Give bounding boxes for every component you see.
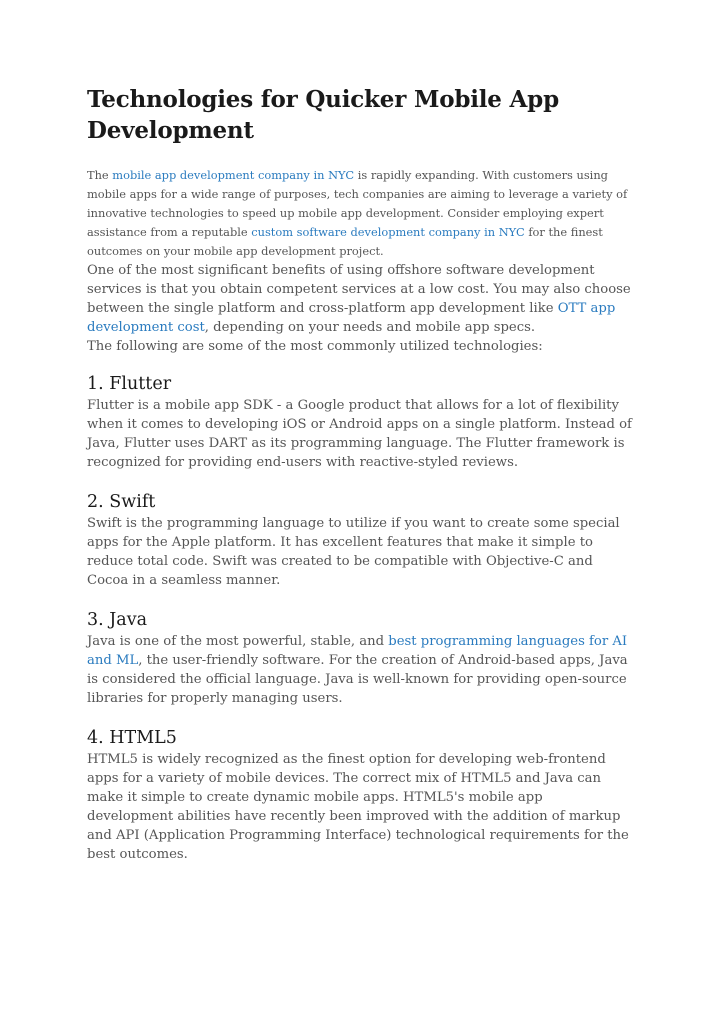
intro-paragraph [87, 166, 632, 261]
link-best-programming-languages-ai-ml[interactable]: best programming languages for AI and ML [87, 634, 628, 668]
java-text-2: , the user-friendly software. For the creation of Android-based apps, Java is considered the official language. Java is well-known for providing open-source libraries for properly managing users. [87, 653, 628, 706]
link-ott-app-cost[interactable]: OTT app development cost [87, 301, 616, 335]
heading-html5: 4. HTML5 [87, 728, 177, 748]
offshore-text-1: One of the most significant benefits of using offshore software development services is that you obtain competent services at a low cost. You may also choose between the single platform and cross-platform app development like [87, 263, 631, 316]
java-text-1: Java is one of the most powerful, stable, and [87, 634, 389, 649]
heading-flutter: 1. Flutter [87, 374, 172, 394]
intro-text-2: is rapidly expanding. With customers using mobile apps for a wide range of purposes, tech companies are aiming to leverage a variety of innovative technologies to speed up mobile app development. Consider employing expert assistance from a reputable [87, 168, 628, 239]
link-mobile-app-company-nyc[interactable]: mobile app development company in NYC [112, 168, 355, 182]
intro-text-1: The [87, 168, 113, 182]
link-custom-software-company-nyc[interactable]: custom software development company in NYC [251, 225, 525, 239]
offshore-text-2: , depending on your needs and mobile app specs. [204, 320, 536, 335]
heading-swift: 2. Swift [87, 492, 156, 512]
intro-text-3: for the finest outcomes on your mobile app development project. [87, 225, 603, 258]
flutter-paragraph: Flutter is a mobile app SDK - a Google product that allows for a lot of flexibility when it comes to developing iOS or Android apps on a single platform. Instead of Java, Flutter uses DART as its programming language. The Flutter framework is recognized for providing end-users with reactive-styled reviews. [87, 398, 632, 470]
offshore-paragraph [87, 261, 632, 337]
page-title: Technologies for Quicker Mobile App Development [87, 86, 559, 144]
java-paragraph [87, 632, 632, 708]
heading-java: 3. Java [87, 610, 148, 630]
html5-paragraph: HTML5 is widely recognized as the finest option for developing web-frontend apps for a variety of mobile devices. The correct mix of HTML5 and Java can make it simple to create dynamic mobile apps. HTML5's mobile app development abilities have recently been improved with the addition of markup and API (Application Programming Interface) technological requirements for the best outcomes. [87, 752, 629, 862]
swift-paragraph: Swift is the programming language to utilize if you want to create some special apps for the Apple platform. It has excellent features that make it simple to reduce total code. Swift was created to be compatible with Objective-C and Cocoa in a seamless manner. [87, 516, 620, 588]
technologies-intro: The following are some of the most commonly utilized technologies: [87, 339, 543, 354]
